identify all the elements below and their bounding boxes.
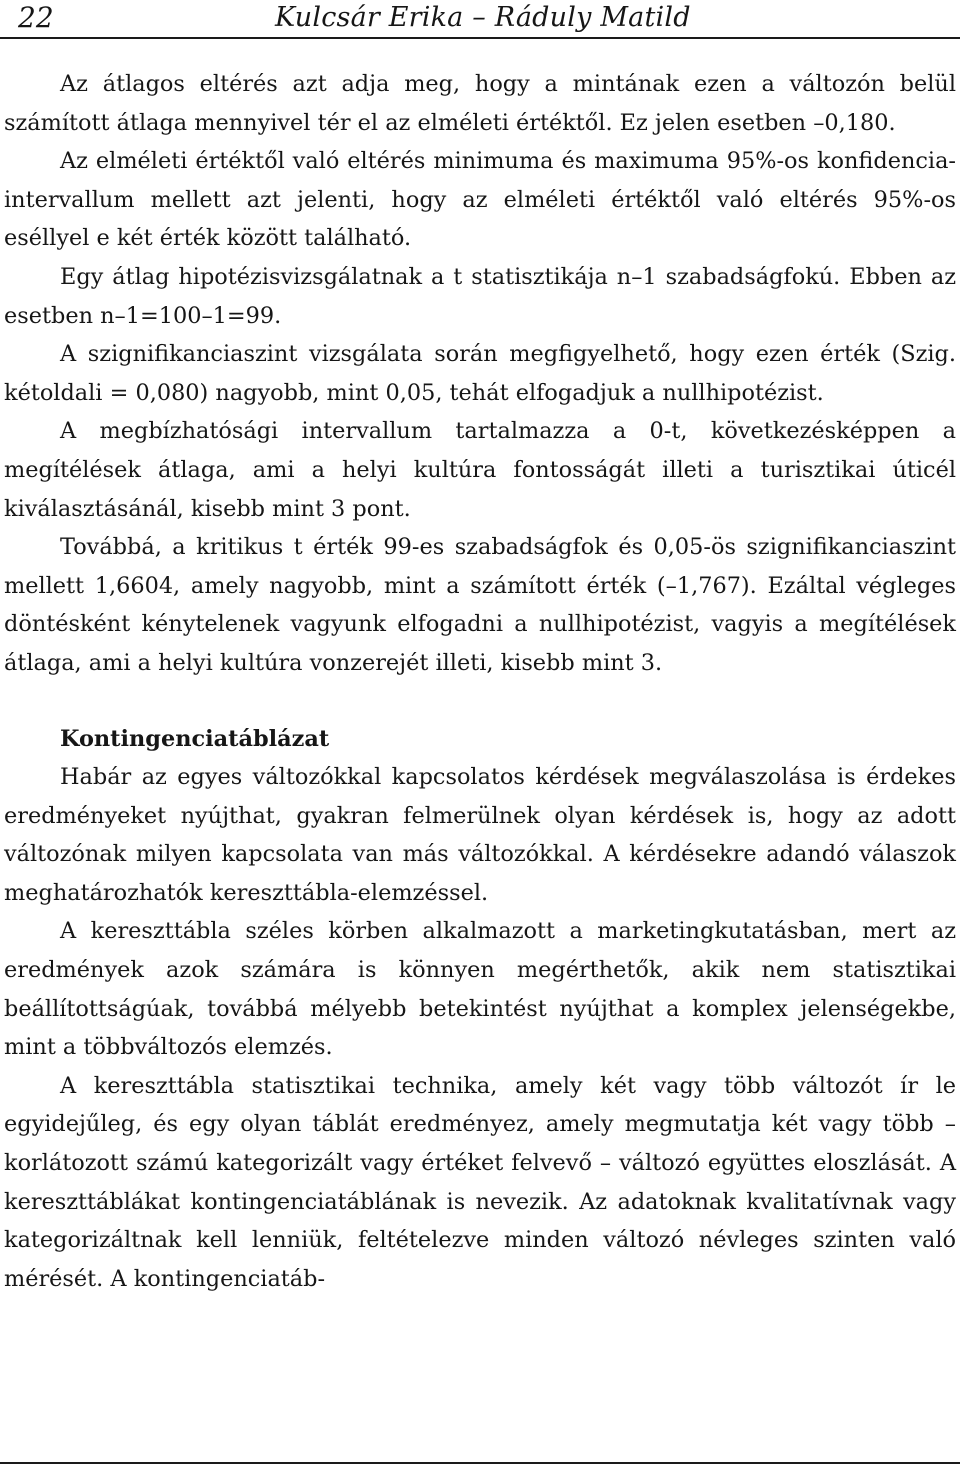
paragraph-crosstab-intro: Habár az egyes változókkal kapcsolatos kérdések megválaszolása is érdekes eredményeket nyújthat, gyakran felmerülnek olyan kérdések is, hogy az adott változónak milyen kapcsolata van más változókkal. A kérdésekre adandó válaszok meghatározhatók kereszttábla-elemzéssel. [4, 764, 956, 906]
paragraph-average-deviation: Az átlagos eltérés azt adja meg, hogy a mintának ezen a változón belül számított átlaga mennyivel tér el az elméleti értéktől. Ez jelen esetben –0,180. [4, 71, 956, 136]
paragraph-reliability-interval: A megbízhatósági intervallum tartalmazza a 0-t, következésképpen a megítélések átlaga, ami a helyi kultúra fontosságát illeti a turisztikai úticél kiválasztásánál, kisebb mint 3 pont. [4, 418, 956, 522]
page-header [0, 0, 960, 36]
paragraph-degrees-of-freedom: Egy átlag hipotézisvizsgálatnak a t statisztikája n–1 szabadságfokú. Ebben az esetben n–1=100–1=99. [4, 263, 956, 329]
paragraph-crosstab-definition: A kereszttábla statisztikai technika, amely két vagy több változót ír le egyidejűleg, és egy olyan táblát eredményez, amely megmutatja két vagy több – korlátozott számú kategorizált vagy értéket felvevő – változó együttes eloszlását. A kereszttáblákat kontingenciatáblának is nevezik. Az adatoknak kvalitatívnak vagy kategorizáltnak kell lenniük, feltételezve minden változó névleges szinten való mérését. A kontingenciatáb- [4, 1072, 956, 1292]
body-text [4, 65, 956, 1298]
paragraph-critical-value: Továbbá, a kritikus t érték 99-es szabadságfok és 0,05-ös szignifikanciaszint mellett 1,6604, amely nagyobb, mint a számított érték (–1,767). Ezáltal végleges döntésként kénytelenek vagyunk elfogadni a nullhipotézist, vagyis a megítélések átlaga, ami a helyi kultúra vonzerejét illeti, kisebb mint 3. [4, 534, 956, 676]
paragraph-confidence-interval: Az elméleti értéktől való eltérés minimuma és maximuma 95%-os konfidencia-intervallum mellett azt jelenti, hogy az elméleti értéktől való eltérés 95%-os eséllyel e két érték között található. [4, 148, 956, 252]
paragraph-crosstab-usage: A kereszttábla széles körben alkalmazott a marketingkutatásban, mert az eredmények azok számára is könnyen megérthetők, akik nem statisztikai beállítottságúak, továbbá mélyebb betekintést nyújthat a komplex jelenségekbe, mint a többváltozós elemzés. [4, 918, 956, 1061]
paragraph-significance: A szignifikanciaszint vizsgálata során megfigyelhető, hogy ezen érték (Szig. kétoldali = 0,080) nagyobb, mint 0,05, tehát elfogadjuk a nullhipotézist. [4, 341, 956, 406]
page-number: 22 [18, 1, 54, 34]
running-head: Kulcsár Erika – Ráduly Matild [275, 2, 691, 33]
section-heading: Kontingenciatáblázat [60, 725, 330, 752]
footer-rule [0, 1462, 960, 1464]
header-rule [0, 37, 960, 39]
